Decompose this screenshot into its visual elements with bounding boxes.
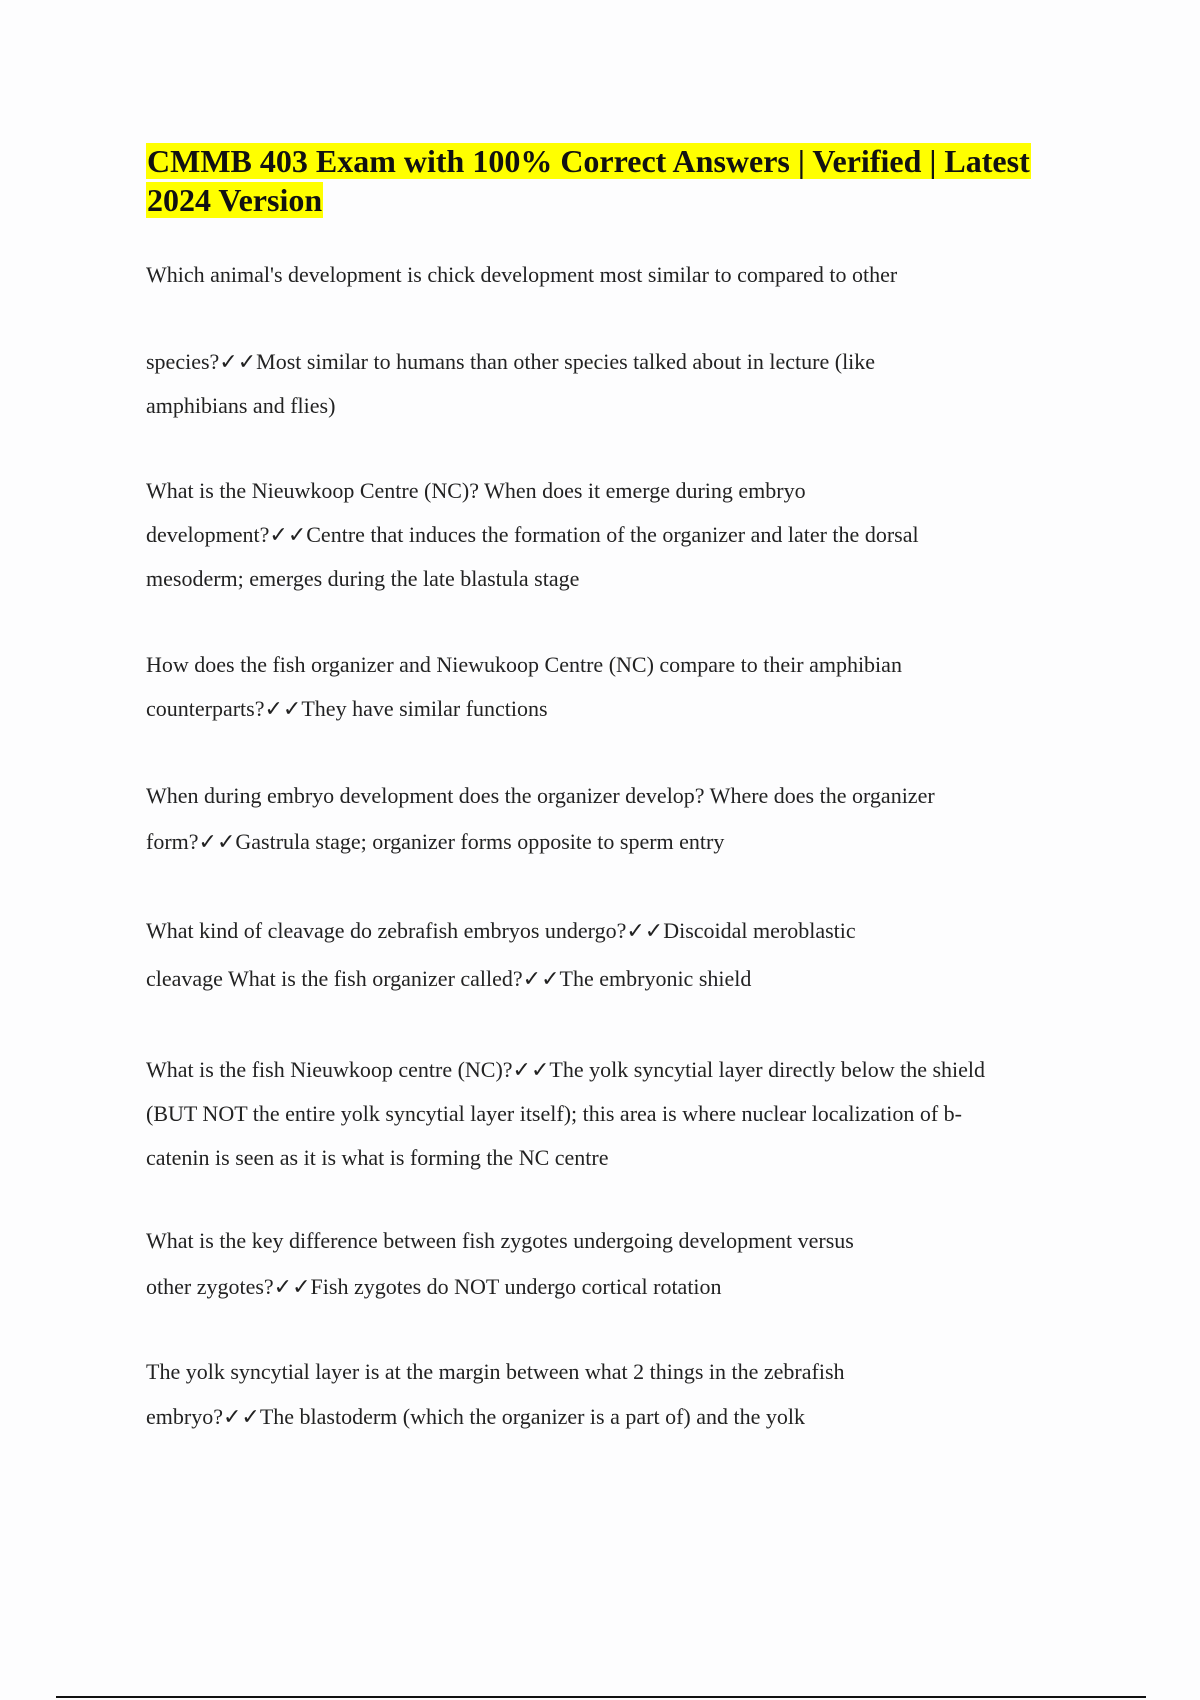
qa-item — [146, 916, 1076, 994]
page-title — [146, 142, 1076, 220]
qa-item — [146, 781, 1076, 857]
qa-line: other zygotes?✓✓Fish zygotes do NOT undergo cortical rotation — [146, 1274, 722, 1299]
qa-item — [146, 1357, 1076, 1432]
qa-line: What is the fish Nieuwkoop centre (NC)?✓✓The yolk syncytial layer directly below the shield — [146, 1057, 986, 1082]
qa-item — [146, 476, 1076, 594]
qa-line: What is the Nieuwkoop Centre (NC)? When does it emerge during embryo — [146, 478, 806, 503]
qa-line: What kind of cleavage do zebrafish embryos undergo?✓✓Discoidal meroblastic — [146, 918, 856, 943]
qa-line: cleavage What is the fish organizer called?✓✓The embryonic shield — [146, 966, 752, 991]
qa-line: catenin is seen as it is what is forming the NC centre — [146, 1145, 609, 1170]
qa-line: species?✓✓Most similar to humans than other species talked about in lecture (like — [146, 349, 876, 374]
qa-line: counterparts?✓✓They have similar functions — [146, 696, 548, 721]
qa-line: amphibians and flies) — [146, 393, 336, 418]
qa-item — [146, 1055, 1076, 1173]
qa-line: mesoderm; emerges during the late blastula stage — [146, 566, 580, 591]
qa-line: What is the key difference between fish zygotes undergoing development versus — [146, 1228, 854, 1253]
qa-item — [146, 650, 1076, 724]
qa-line: How does the fish organizer and Niewukoop Centre (NC) compare to their amphibian — [146, 652, 902, 677]
qa-item — [146, 1226, 1076, 1302]
qa-item — [146, 260, 1076, 421]
qa-line: Which animal's development is chick development most similar to compared to other — [146, 262, 898, 287]
title-line-1: CMMB 403 Exam with 100% Correct Answers | Verified | Latest — [147, 143, 1030, 179]
qa-line: When during embryo development does the organizer develop? Where does the organizer — [146, 783, 935, 808]
qa-line: development?✓✓Centre that induces the formation of the organizer and later the dorsal — [146, 522, 919, 547]
bottom-rule — [56, 1696, 1146, 1698]
qa-line: (BUT NOT the entire yolk syncytial layer itself); this area is where nuclear localization of b- — [146, 1101, 962, 1126]
title-line-2: 2024 Version — [147, 182, 323, 218]
qa-line: embryo?✓✓The blastoderm (which the organizer is a part of) and the yolk — [146, 1404, 805, 1429]
qa-line: The yolk syncytial layer is at the margin between what 2 things in the zebrafish — [146, 1359, 845, 1384]
title-highlight — [146, 143, 1031, 218]
qa-line: form?✓✓Gastrula stage; organizer forms opposite to sperm entry — [146, 829, 725, 854]
